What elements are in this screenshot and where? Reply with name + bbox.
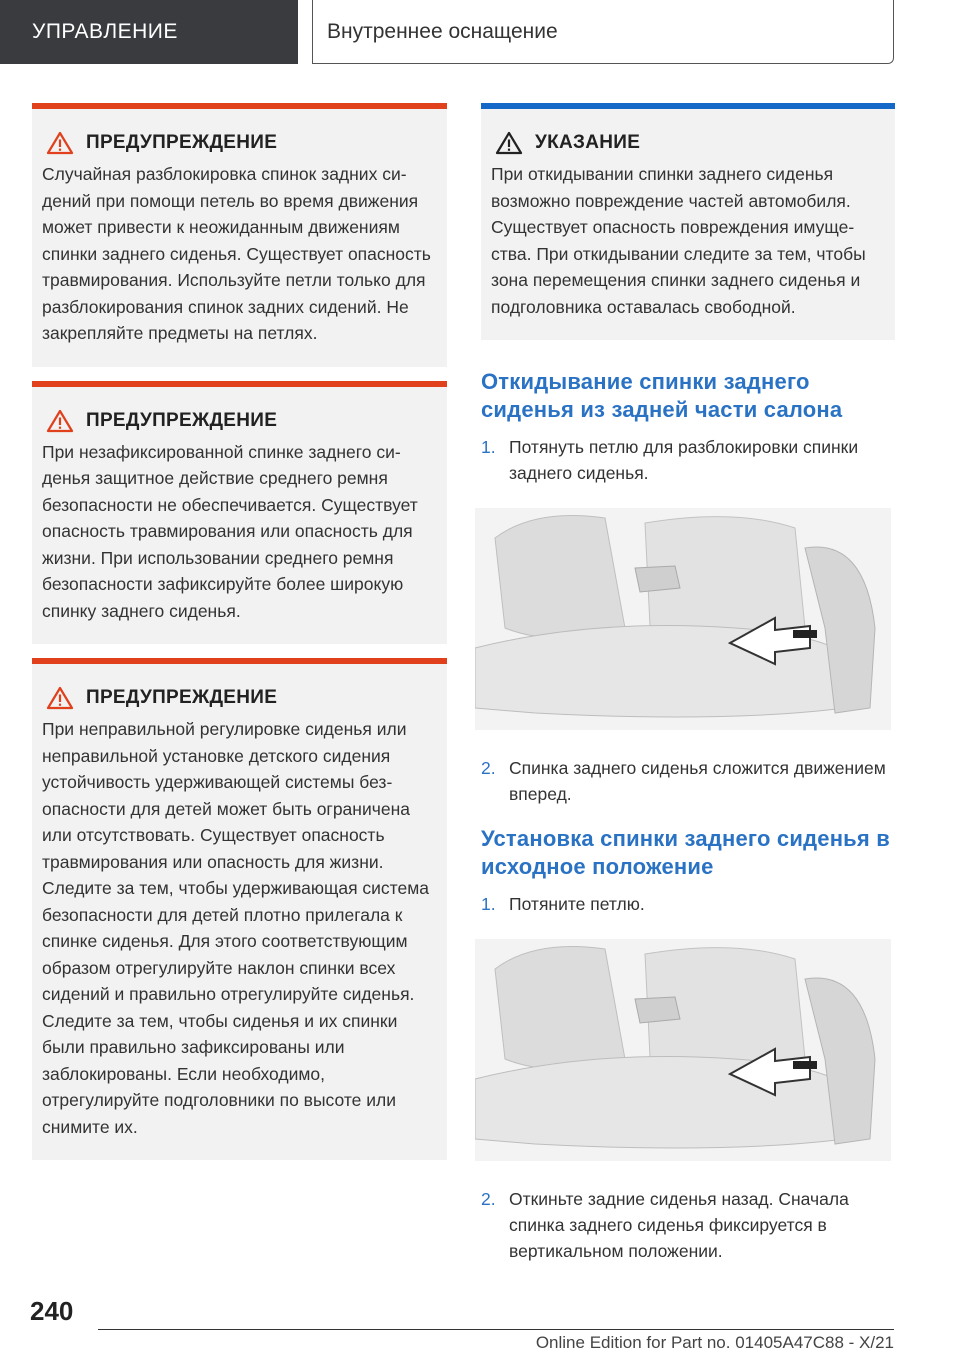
warning-triangle-icon [46, 409, 74, 433]
page-number: 240 [30, 1296, 74, 1326]
step-number: 1. [481, 437, 496, 457]
note-text: При откидывании спинки заднего сиденья возможно повреждение частей автомобиля. Существует опасность повреждения имущества. При откидывании следите за тем, чтобы зона перемещения спинки заднего сиденья и подголовника оставалась свободной. [491, 164, 866, 317]
warning-title: ПРЕДУПРЕЖДЕНИЕ [86, 132, 278, 153]
step-item [481, 755, 895, 807]
step-text: Откиньте задние сиденья назад. Сначала спинка заднего сиденья фиксируется в вертикальном положении. [509, 1189, 849, 1261]
warning-text: При незафиксированной спинке заднего сиденья защитное действие среднего ремня безопасности не обеспечивается. Существует опасность травмирования или опасность для жизни. При использовании среднего ремня безопасности зафиксируйте более широкую спинку заднего сиденья. [42, 441, 418, 621]
chapter-tab [0, 0, 298, 64]
warning-title: ПРЕДУПРЕЖДЕНИЕ [86, 409, 278, 431]
step-item [481, 434, 895, 486]
warning-box-3 [32, 658, 447, 1160]
warning-box-2 [32, 381, 447, 645]
left-column [32, 103, 447, 1172]
seat-restore-illustration [475, 939, 891, 1161]
warning-text: При неправильной регулировке сиденья или неправильной установке детского сидения устойчивость удерживающей системы безопасности для детей может быть ограничена или отсутствовать. Существует опасность травмирования или опасность для жизни. Следите за тем, чтобы удерживающая система безопасности для детей плотно прилегала к спинке сиденья. Для этого соответствующим образом отрегулируйте наклон спинки всех сидений и правильно отрегулируйте сиденья. Следите за тем, чтобы сиденья и их спинки были правильно зафиксированы или заблокированы. Если необходимо, отрегулируйте подголовники по высоте или снимите их. [42, 719, 429, 1137]
warning-triangle-icon [46, 686, 74, 710]
step-text: Спинка заднего сиденья сложится движением вперед. [509, 758, 886, 804]
right-column [481, 103, 895, 1282]
note-header [491, 131, 881, 155]
step-text: Потянуть петлю для разблокировки спинки заднего сиденья. [509, 437, 859, 483]
chapter-label: УПРАВЛЕНИЕ [32, 20, 178, 43]
note-title: УКАЗАНИЕ [535, 132, 641, 153]
caution-triangle-icon [495, 131, 523, 155]
note-box [481, 103, 895, 340]
step-item [481, 891, 895, 917]
step-number: 2. [481, 1189, 496, 1209]
seat-release-illustration [475, 508, 891, 730]
step-item [481, 1186, 895, 1264]
step-number: 2. [481, 758, 496, 778]
warning-text: Случайная разблокировка спинок задних сидений при помощи петель во время движения может привести к неожиданным движениям спинки заднего сиденья. Существует опасность травмирования. Используйте петли только для разблокирования спинок задних сидений. Не закрепляйте предметы на петлях. [42, 164, 431, 343]
warning-header [42, 131, 433, 155]
section-heading-fold: Откидывание спинки заднего сиденья из задней части салона [481, 369, 843, 422]
section-heading-restore: Установка спинки заднего сиденья в исходное положение [481, 826, 890, 879]
step-number: 1. [481, 894, 496, 914]
step-text: Потяните петлю. [509, 894, 645, 914]
footer-divider [98, 1329, 894, 1330]
warning-header [42, 409, 433, 433]
warning-box-1 [32, 103, 447, 367]
warning-triangle-icon [46, 131, 74, 155]
warning-header [42, 686, 433, 710]
edition-label: Online Edition for Part no. 01405A47C88 - X/21 [535, 1333, 894, 1352]
section-label: Внутреннее оснащение [327, 19, 558, 43]
warning-title: ПРЕДУПРЕЖДЕНИЕ [86, 687, 278, 708]
page-header-title [312, 0, 894, 64]
